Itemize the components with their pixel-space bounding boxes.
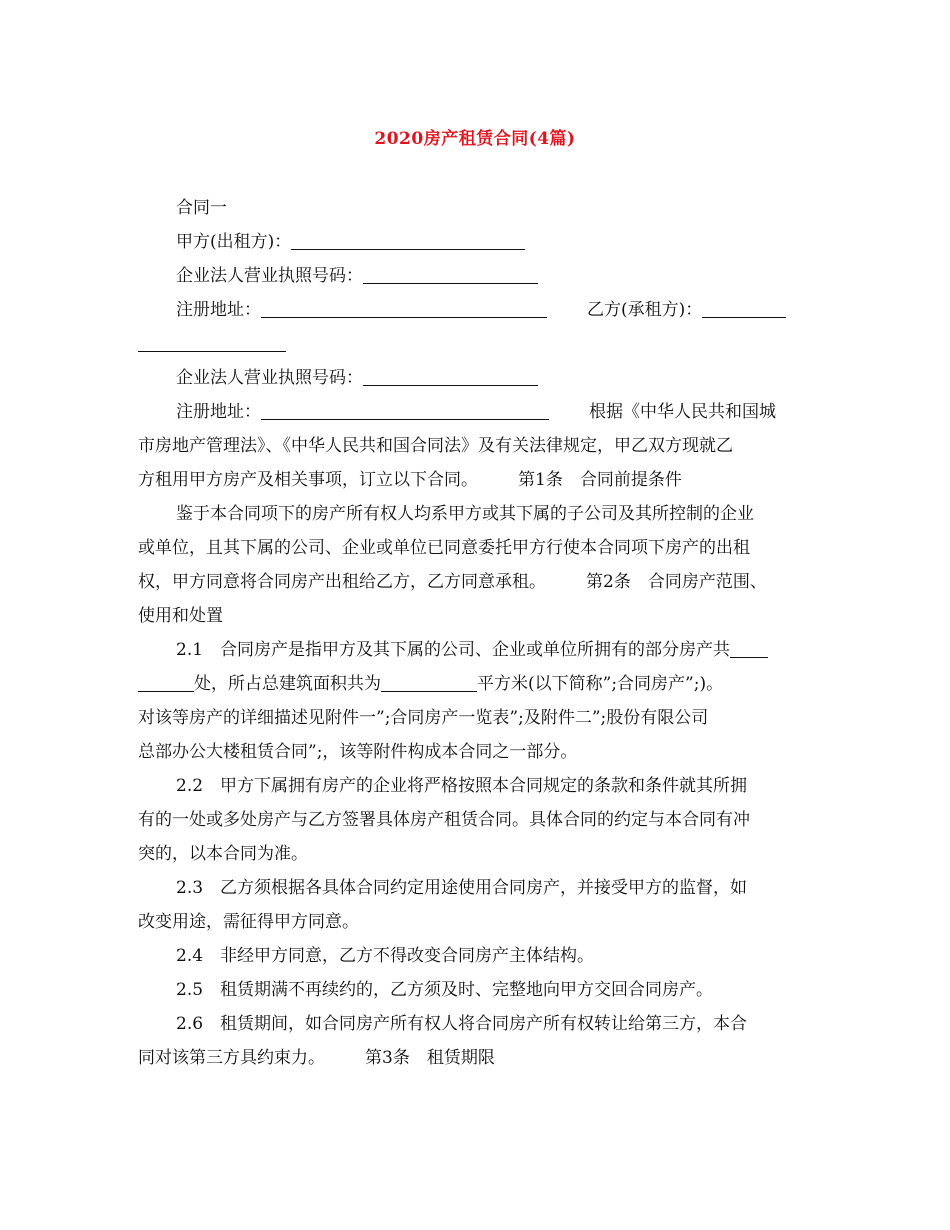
address-a-blank: [261, 299, 547, 318]
clause-2-6-line-2: [138, 1041, 828, 1075]
document-title: 2020房产租赁合同(4篇): [374, 129, 576, 149]
party-a-label: 甲方(出租方)：: [176, 232, 292, 252]
party-b-blank: [702, 299, 786, 318]
clause-2-2-line-2: 有的一处或多处房产与乙方签署具体房产租赁合同。具体合同的约定与本合同有冲: [138, 810, 750, 830]
intro-start: 根据《中华人民共和国城: [589, 402, 776, 422]
intro-line-2: 市房地产管理法》、《中华人民共和国合同法》及有关法律规定，甲乙双方现就乙: [138, 436, 733, 456]
clause-2-1-blank-area: [381, 673, 477, 692]
clause-2-6-line-1: 2.6 租赁期间，如合同房产所有权人将合同房产所有权转让给第三方，本合: [176, 1014, 748, 1034]
license-a-label: 企业法人营业执照号码：: [176, 266, 363, 286]
clause-2-1-text-c: 平方米(以下简称”;合同房产”;)。: [477, 674, 724, 694]
clause-2-3-line-1: 2.3 乙方须根据各具体合同约定用途使用合同房产，并接受甲方的监督，如: [176, 878, 748, 898]
address-b-line: [138, 395, 828, 429]
contract-heading: 合同一: [176, 198, 227, 218]
address-a-line: [138, 293, 828, 327]
party-b-blank-cont: [138, 333, 286, 352]
license-a-line: [138, 259, 828, 293]
clause-2-1-blank-count: [730, 639, 768, 658]
clause-2-1-line-2: [138, 667, 828, 701]
party-a-blank: [291, 231, 525, 250]
clause-2-1-line-1: [138, 633, 828, 667]
article-3-heading: 第3条 租赁期限: [365, 1048, 495, 1068]
license-a-blank: [363, 265, 538, 284]
clause-2-5: 2.5 租赁期满不再续约的，乙方须及时、完整地向甲方交回合同房产。: [176, 980, 714, 1000]
clause-2-2-line-3: 突的，以本合同为准。: [138, 844, 308, 864]
clause-2-1-line-3: 对该等房产的详细描述见附件一”;合同房产一览表”;及附件二”;股份有限公司: [138, 708, 709, 728]
license-b-label: 企业法人营业执照号码：: [176, 368, 363, 388]
premise-line-1: 鉴于本合同项下的房产所有权人均系甲方或其下属的子公司及其所控制的企业: [176, 504, 754, 524]
license-b-line: [138, 361, 828, 395]
clause-2-6-text-b: 同对该第三方具约束力。: [138, 1048, 325, 1068]
clause-2-1-blank-count-cont: [138, 673, 194, 692]
clause-2-3-line-2: 改变用途，需征得甲方同意。: [138, 912, 359, 932]
article-1-heading: 第1条 合同前提条件: [518, 470, 682, 490]
address-a-label: 注册地址：: [176, 300, 261, 320]
intro-line-3-text: 方租用甲方房产及相关事项，订立以下合同。: [138, 470, 478, 490]
address-b-blank: [261, 401, 549, 420]
premise-line-3: [138, 565, 828, 599]
article-2-heading-cont: 使用和处置: [138, 606, 223, 626]
license-b-blank: [363, 367, 538, 386]
premise-line-3-text: 权，甲方同意将合同房产出租给乙方，乙方同意承租。: [138, 572, 546, 592]
address-b-label: 注册地址：: [176, 402, 261, 422]
clause-2-4: 2.4 非经甲方同意，乙方不得改变合同房产主体结构。: [176, 946, 595, 966]
clause-2-1-text-a: 2.1 合同房产是指甲方及其下属的公司、企业或单位所拥有的部分房产共: [176, 640, 731, 660]
clause-2-2-line-1: 2.2 甲方下属拥有房产的企业将严格按照本合同规定的条款和条件就其所拥: [176, 776, 748, 796]
clause-2-1-line-4: 总部办公大楼租赁合同”;，该等附件构成本合同之一部分。: [138, 742, 578, 762]
party-b-label: 乙方(承租方)：: [587, 300, 703, 320]
party-a-line: [138, 225, 828, 259]
party-b-cont-line: [138, 327, 828, 361]
premise-line-2: 或单位，且其下属的公司、企业或单位已同意委托甲方行使本合同项下房产的出租: [138, 538, 750, 558]
intro-line-3: [138, 463, 828, 497]
clause-2-1-text-b: 处，所占总建筑面积共为: [194, 674, 381, 694]
article-2-heading: 第2条 合同房产范围、: [586, 572, 767, 592]
document-body: [138, 191, 828, 1075]
